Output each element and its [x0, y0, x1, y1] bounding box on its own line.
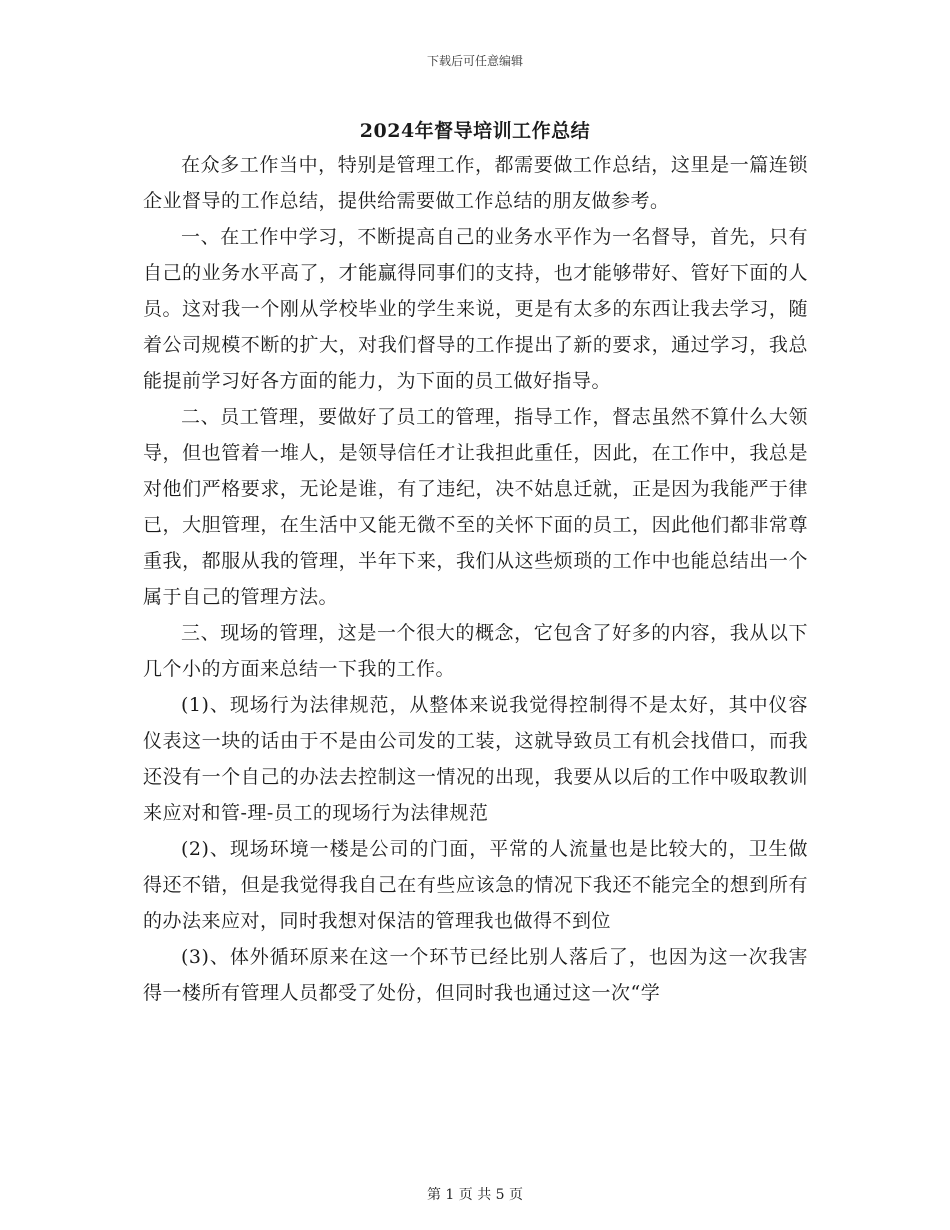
page-number-footer: 第 1 页 共 5 页	[426, 1187, 524, 1203]
paragraph-item-3: (3)、体外循环原来在这一个环节已经比别人落后了，也因为这一次我害得一楼所有管理人员都受了处份，但同时我也通过这一次“学	[143, 946, 808, 1004]
paragraph-intro: 在众多工作当中，特别是管理工作，都需要做工作总结，这里是一篇连锁企业督导的工作总结，提供给需要做工作总结的朋友做参考。	[143, 154, 808, 212]
paragraph-section-1: 一、在工作中学习，不断提高自己的业务水平作为一名督导，首先，只有自己的业务水平高了，才能赢得同事们的支持，也才能够带好、管好下面的人员。这对我一个刚从学校毕业的学生来说，更是有太多的东西让我去学习，随着公司规模不断的扩大，对我们督导的工作提出了新的要求，通过学习，我总能提前学习好各方面的能力，为下面的员工做好指导。	[143, 226, 808, 392]
paragraph-item-1: (1)、现场行为法律规范，从整体来说我觉得控制得不是太好，其中仪容仪表这一块的话由于不是由公司发的工装，这就导致员工有机会找借口，而我还没有一个自己的办法去控制这一情况的出现，我要从以后的工作中吸取教训来应对和管-理-员工的现场行为法律规范	[143, 694, 808, 824]
document-body	[143, 147, 808, 1011]
paragraph-section-3: 三、现场的管理，这是一个很大的概念，它包含了好多的内容，我从以下几个小的方面来总结一下我的工作。	[143, 622, 808, 680]
paragraph-section-2: 二、员工管理，要做好了员工的管理，指导工作，督志虽然不算什么大领导，但也管着一堆人，是领导信任才让我担此重任，因此，在工作中，我总是对他们严格要求，无论是谁，有了违纪，决不姑息迁就，正是因为我能严于律已，大胆管理，在生活中又能无微不至的关怀下面的员工，因此他们都非常尊重我，都服从我的管理，半年下来，我们从这些烦琐的工作中也能总结出一个属于自己的管理方法。	[143, 406, 808, 608]
document-title: 2024年督导培训工作总结	[359, 120, 591, 142]
paragraph-item-2: (2)、现场环境一楼是公司的门面，平常的人流量也是比较大的，卫生做得还不错，但是我觉得我自己在有些应该急的情况下我还不能完全的想到所有的办法来应对，同时我想对保洁的管理我也做得不到位	[143, 838, 808, 932]
page-header-note: 下载后可任意编辑	[426, 54, 523, 68]
